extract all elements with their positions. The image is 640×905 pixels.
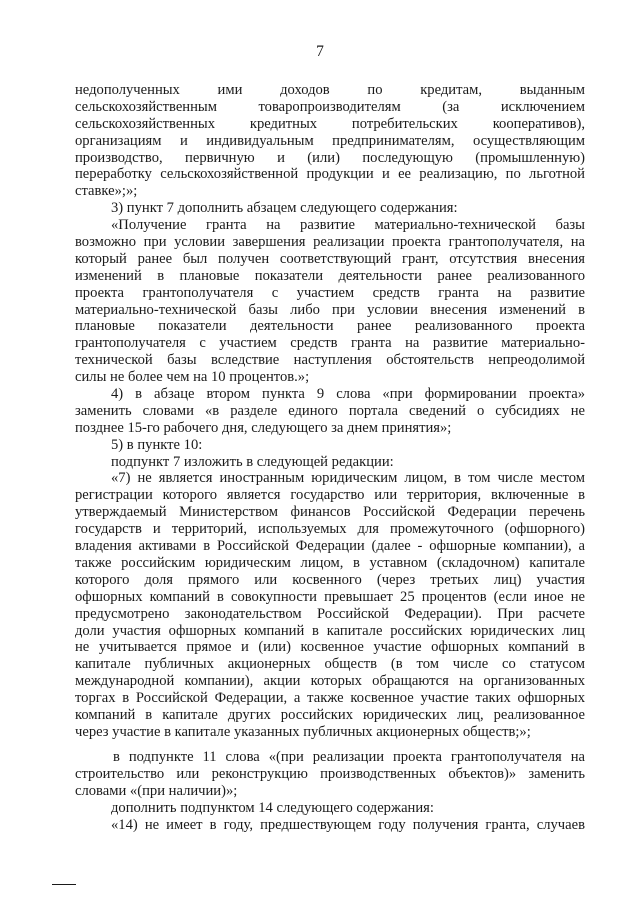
- text-line: проекта грантополучателя с участием средств гранта на развитие: [75, 284, 585, 301]
- text-line: силы не более чем на 10 процентов.»;: [75, 369, 310, 386]
- text-line: подпункт 7 изложить в следующей редакции:: [111, 453, 394, 470]
- text-line: владения активами в Российской Федерации (далее - офшорные компании), а: [75, 538, 585, 555]
- text-line: «7) не является иностранным юридическим лицом, в том числе местом: [111, 470, 585, 487]
- text-line: материально-технической базы либо при условии внесения изменений в: [75, 301, 585, 318]
- text-line: строительство или реконструкцию производственных объектов)» заменить: [75, 766, 585, 783]
- text-line: капитале публичных акционерных обществ (в том числе со статусом: [75, 656, 585, 673]
- text-line: который ранее был получен соответствующий грант, отсутствия внесения: [75, 250, 585, 267]
- text-line: грантополучателя с участием средств гранта на развитие материально-: [75, 335, 585, 352]
- text-line: регистрации которого является государство или территория, включенные в: [75, 487, 585, 504]
- text-line: 3) пункт 7 дополнить абзацем следующего содержания:: [111, 200, 458, 217]
- text-line: ставке»;»;: [75, 183, 138, 200]
- text-line: которого доля прямого или косвенного (через третьих лиц) участия: [75, 571, 585, 588]
- text-line: «14) не имеет в году, предшествующем году получения гранта, случаев: [111, 816, 585, 833]
- text-line: в подпункте 11 слова «(при реализации проекта грантополучателя на: [113, 749, 585, 766]
- text-line: предусмотрено законодательством Российской Федерации). При расчете: [75, 605, 585, 622]
- text-line: «Получение гранта на развитие материально-технической базы: [111, 217, 585, 234]
- text-line: сельскохозяйственных кредитных потребительских кооперативов),: [75, 115, 585, 132]
- text-line: дополнить подпунктом 14 следующего содержания:: [111, 799, 434, 816]
- text-line: утверждаемый Министерством финансов Российской Федерации перечень: [75, 504, 585, 521]
- text-line: также российским юридическим лицом, в уставном (складочном) капитале: [75, 554, 585, 571]
- text-line: переработку сельскохозяйственной продукции и ее реализацию, по льготной: [75, 166, 585, 183]
- text-line: офшорных компаний в совокупности превышает 25 процентов (если иное не: [75, 588, 585, 605]
- text-line: 5) в пункте 10:: [111, 436, 203, 453]
- page-number: 7: [316, 43, 324, 60]
- text-line: международной компании), акции которых обращаются на организованных: [75, 673, 585, 690]
- text-line: организациям и индивидуальным предпринимателям, осуществляющим: [75, 132, 585, 149]
- text-line: 4) в абзаце втором пункта 9 слова «при формировании проекта»: [111, 386, 585, 403]
- text-line: возможно при условии завершения реализации проекта грантополучателя, на: [75, 234, 585, 251]
- text-line: технической базы вследствие наступления обстоятельств непреодолимой: [75, 352, 585, 369]
- text-line: изменений в плановые показатели деятельности ранее реализованного: [75, 267, 585, 284]
- text-line: производство, первичную и (или) последующую (промышленную): [75, 149, 585, 166]
- text-line: торгах в Российской Федерации, а также косвенное участие таких офшорных: [75, 690, 585, 707]
- text-line: заменить словами «в разделе единого портала сведений о субсидиях не: [75, 402, 585, 419]
- text-line: через участие в капитале указанных публичных акционерных обществ;»;: [75, 723, 531, 740]
- text-line: компаний в капитале других российских юридических лиц, реализованное: [75, 706, 585, 723]
- text-line: словами «(при наличии)»;: [75, 783, 238, 800]
- text-line: плановые показатели деятельности ранее реализованного проекта: [75, 318, 585, 335]
- body-text: [75, 82, 585, 834]
- text-line: доли участия офшорных компаний в капитале российских юридических лиц: [75, 622, 585, 639]
- paragraph-gap: [75, 741, 585, 750]
- text-line: позднее 15-го рабочего дня, следующего за днем принятия»;: [75, 419, 452, 436]
- text-line: не учитывается прямое и (или) косвенное участие офшорных компаний в: [75, 639, 585, 656]
- text-line: сельскохозяйственным товаропроизводителям (за исключением: [75, 98, 585, 115]
- footnote-rule: [52, 884, 76, 885]
- text-line: государств и территорий, используемых для промежуточного (офшорного): [75, 521, 585, 538]
- text-line: недополученных ими доходов по кредитам, выданным: [75, 82, 585, 98]
